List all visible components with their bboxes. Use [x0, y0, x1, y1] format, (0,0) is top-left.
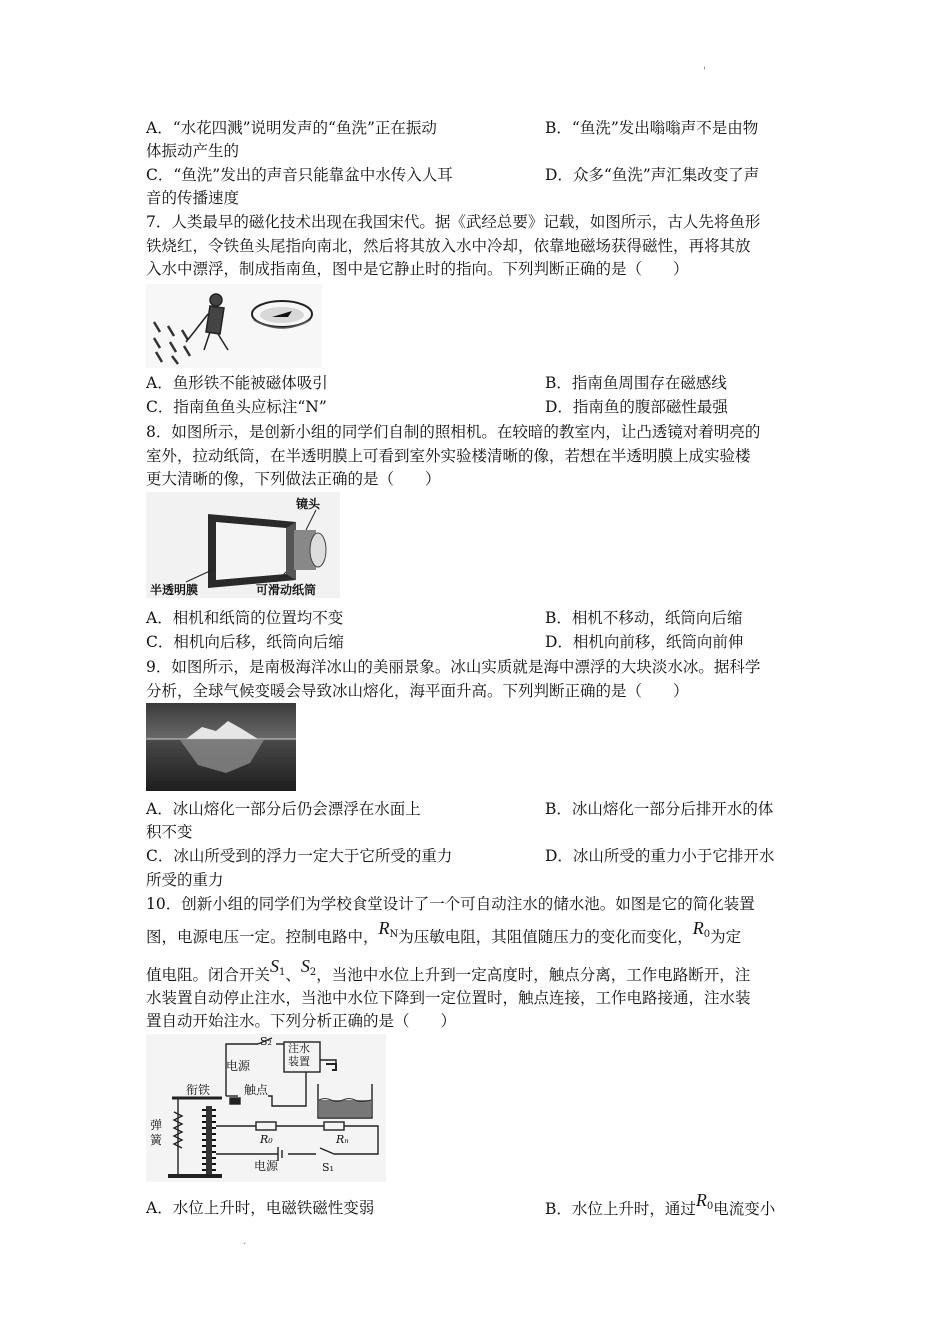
rn-subscript: N [389, 929, 399, 940]
q10-line2-part1: 图，电源电压一定。控制电路中， [146, 928, 379, 946]
q10-line3-part2: ，当池中水位上升到一定高度时，触点分离，工作电路断开，注 [316, 966, 751, 984]
q6-option-c-cont: 音的传播速度 [146, 189, 240, 207]
corner-mark: ' [703, 66, 706, 77]
q6-option-c[interactable]: C．“鱼洗”发出的声音只能靠盆中水传入人耳 [146, 166, 453, 184]
q6-option-a[interactable]: A．“水花四溅”说明发声的“鱼洗”正在振动 [146, 119, 437, 137]
s1-symbol: S [270, 956, 280, 976]
q10-option-a[interactable]: A．水位上升时，电磁铁磁性变弱 [146, 1199, 375, 1217]
fig-contact-label: 触点 [244, 1083, 269, 1097]
fig-power-top-label: 电源 [226, 1059, 251, 1073]
q7-option-d[interactable]: D．指南鱼的腹部磁性最强 [545, 398, 728, 416]
q10-line3-part1: 值电阻。闭合开关 [146, 966, 271, 984]
fig-power-bottom-label: 电源 [254, 1159, 279, 1173]
q7-stem-line1: 7．人类最早的磁化技术出现在我国宋代。据《武经总要》记载，如图所示，古人先将鱼形 [146, 213, 761, 231]
s2-subscript: 2 [309, 967, 317, 978]
q10-option-b[interactable] [545, 1190, 776, 1225]
q8-option-b[interactable]: B．相机不移动，纸筒向后缩 [545, 609, 743, 627]
q10-stem-line5: 置自动开始注水。下列分析正确的是（ ） [146, 1012, 457, 1030]
q9-option-d[interactable]: D．冰山所受的重力小于它排开水 [545, 847, 775, 865]
q10-line2-part3: 为定 [710, 928, 742, 946]
q7-option-a[interactable]: A．鱼形铁不能被磁体吸引 [146, 374, 328, 392]
q9-option-b-cont: 积不变 [146, 823, 193, 841]
q8-option-d[interactable]: D．相机向前移，纸筒向前伸 [545, 633, 744, 651]
q7-option-c[interactable]: C．指南鱼鱼头应标注“N” [146, 398, 327, 416]
q10-option-b-part2: 电流变小 [713, 1200, 776, 1218]
q8-stem-line1: 8．如图所示，是创新小组的同学们自制的照相机。在较暗的教室内，让凸透镜对着明亮的 [146, 423, 761, 441]
q8-option-a[interactable]: A．相机和纸筒的位置均不变 [146, 609, 344, 627]
r0-subscript: 0 [703, 929, 711, 940]
q10-stem-line3 [146, 956, 751, 991]
q6-option-b[interactable]: B．“鱼洗”发出嗡嗡声不是由物 [545, 119, 759, 137]
q7-figure-magnetized-fish [146, 284, 322, 368]
q8-figure-camera [146, 492, 340, 598]
fig-rn-label: Rₙ [336, 1133, 349, 1146]
q10-line3-sep: 、 [285, 966, 301, 984]
r0-symbol: R [692, 918, 704, 938]
fig-armature-label: 衔铁 [186, 1083, 211, 1097]
q7-stem-line2: 铁烧红，令铁鱼头尾指向南北，然后将其放入水中冷却，依靠地磁场获得磁性，再将其放 [146, 237, 751, 255]
q8-stem-line3: 更大清晰的像，下列做法正确的是（ ） [146, 470, 441, 488]
q9-stem-line2: 分析，全球气候变暖会导致冰山熔化，海平面升高。下列判断正确的是（ ） [146, 682, 689, 700]
q9-figure-iceberg-photo [146, 703, 296, 791]
q9-option-c[interactable]: C．冰山所受到的浮力一定大于它所受的重力 [146, 847, 453, 865]
fig-s2-label: S₂ [260, 1035, 272, 1048]
option-b-r0-symbol: R [695, 1190, 707, 1210]
s1-subscript: 1 [279, 967, 286, 978]
option-b-r0-subscript: 0 [706, 1201, 714, 1212]
s2-symbol: S [300, 956, 310, 976]
fig-r0-label: R₀ [260, 1133, 273, 1146]
q10-line2-part2: 为压敏电阻，其阻值随压力的变化而变化， [398, 928, 693, 946]
q9-stem-line1: 9．如图所示，是南极海洋冰山的美丽景象。冰山实质就是海中漂浮的大块淡水冰。据科学 [146, 658, 761, 676]
q10-stem-line2 [146, 918, 742, 953]
fig-spring-label: 弹 簧 [150, 1118, 163, 1147]
q7-option-b[interactable]: B．指南鱼周围存在磁感线 [545, 374, 727, 392]
q8-option-c[interactable]: C．相机向后移，纸筒向后缩 [146, 633, 344, 651]
q10-stem-line1: 10．创新小组的同学们为学校食堂设计了一个可自动注水的储水池。如图是它的简化装置 [146, 895, 755, 913]
q10-option-b-part1: B．水位上升时，通过 [545, 1200, 696, 1218]
q10-figure-circuit [146, 1034, 386, 1182]
bottom-mark: . [243, 1236, 247, 1247]
q9-option-d-cont: 所受的重力 [146, 871, 224, 889]
film-label: 半透明膜 [150, 583, 199, 597]
fig-pump-label: 注水 装置 [288, 1042, 310, 1068]
q6-option-d[interactable]: D．众多“鱼洗”声汇集改变了声 [545, 166, 760, 184]
q9-option-b[interactable]: B．冰山熔化一部分后排开水的体 [545, 800, 774, 818]
q10-stem-line4: 水装置自动停止注水，当池中水位下降到一定位置时，触点连接，工作电路接通，注水装 [146, 989, 751, 1007]
rn-symbol: R [378, 918, 390, 938]
fig-s1-label: S₁ [322, 1161, 334, 1174]
q6-option-a-cont: 体振动产生的 [146, 142, 240, 160]
lens-label: 镜头 [296, 497, 321, 511]
q8-stem-line2: 室外，拉动纸筒，在半透明膜上可看到室外实验楼清晰的像，若想在半透明膜上成实验楼 [146, 447, 751, 465]
q7-stem-line3: 入水中漂浮，制成指南鱼，图中是它静止时的指向。下列判断正确的是（ ） [146, 260, 689, 278]
sliding-tube-label: 可滑动纸筒 [256, 583, 317, 597]
q9-option-a[interactable]: A．冰山熔化一部分后仍会漂浮在水面上 [146, 800, 421, 818]
